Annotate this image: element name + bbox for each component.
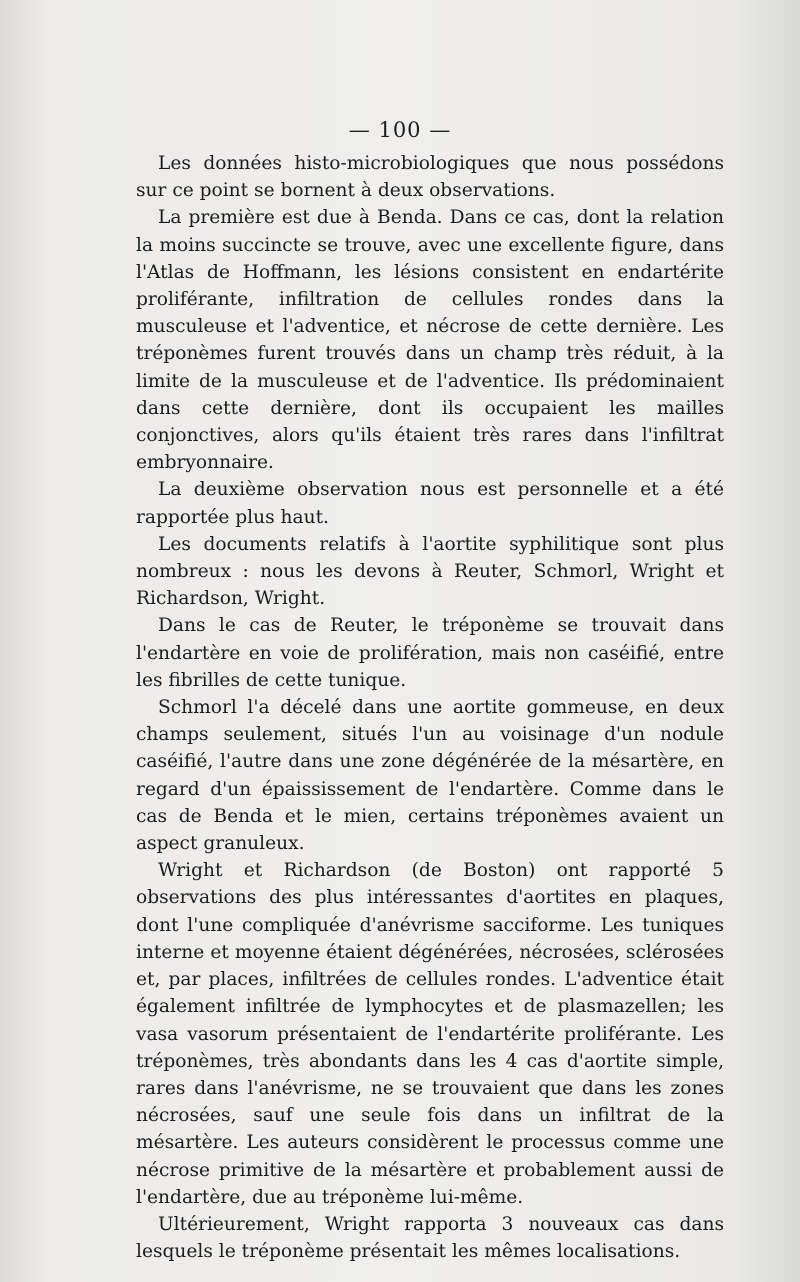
paragraph-8: Ultérieurement, Wright rapporta 3 nouveaux cas dans lesquels le tréponème présentait les mêmes localisations. [136,1213,724,1263]
paragraph-2: La première est due à Benda. Dans ce cas, dont la relation la moins succincte se trouve, avec une excellente figure, dans l'Atlas de Hoffmann, les lésions consistent en endartérite proliférante, infiltration de cellules rondes dans la musculeuse et l'adventice, et nécrose de cette dernière. Les tréponèmes furent trouvés dans un champ très réduit, à la limite de la musculeuse et de l'adventice. Ils prédominaient dans cette dernière, dont ils occupaient les mailles conjonctives, alors qu'ils étaient très rares dans l'infiltrat embryonnaire. [136,207,724,474]
paragraph-3: La deuxième observation nous est personnelle et a été rapportée plus haut. [136,479,724,528]
body-text [136,150,724,1265]
paragraph-4: Les documents relatifs à l'aortite syphilitique sont plus nombreux : nous les devons à Reuter, Schmorl, Wright et Richardson, Wright. [136,533,724,610]
paragraph-7: Wright et Richardson (de Boston) ont rapporté 5 observations des plus intéressantes d'aortites en plaques, dont l'une compliquée d'anévrisme sacciforme. Les tuniques interne et moyenne étaient dégénérées, nécrosées, sclérosées et, par places, infiltrées de cellules rondes. L'adventice était également infiltrée de lymphocytes et de plasmazellen; les vasa vasorum présentaient de l'endartérite proliférante. Les tréponèmes, très abondants dans les 4 cas d'aortite simple, rares dans l'anévrisme, ne se trouvaient que dans les zones nécrosées, sauf une seule fois dans un infiltrat de la mésartère. Les auteurs considèrent le processus comme une nécrose primitive de la mésartère et probablement aussi de l'endartère, due au tréponème lui-même. [136,860,724,1208]
page-number: — 100 — [348,118,452,142]
paragraph-6: Schmorl l'a décelé dans une aortite gommeuse, en deux champs seulement, situés l'un au voisinage d'un nodule caséifié, l'autre dans une zone dégénérée de la mésartère, en regard d'un épaississement de l'endartère. Comme dans le cas de Benda et le mien, certains tréponèmes avaient un aspect granuleux. [136,697,724,855]
paragraph-5: Dans le cas de Reuter, le tréponème se trouvait dans l'endartère en voie de prolifération, mais non caséifié, entre les fibrilles de cette tunique. [136,615,724,691]
paragraph-1: Les données histo-microbiologiques que nous possédons sur ce point se bornent à deux observations. [136,153,724,202]
